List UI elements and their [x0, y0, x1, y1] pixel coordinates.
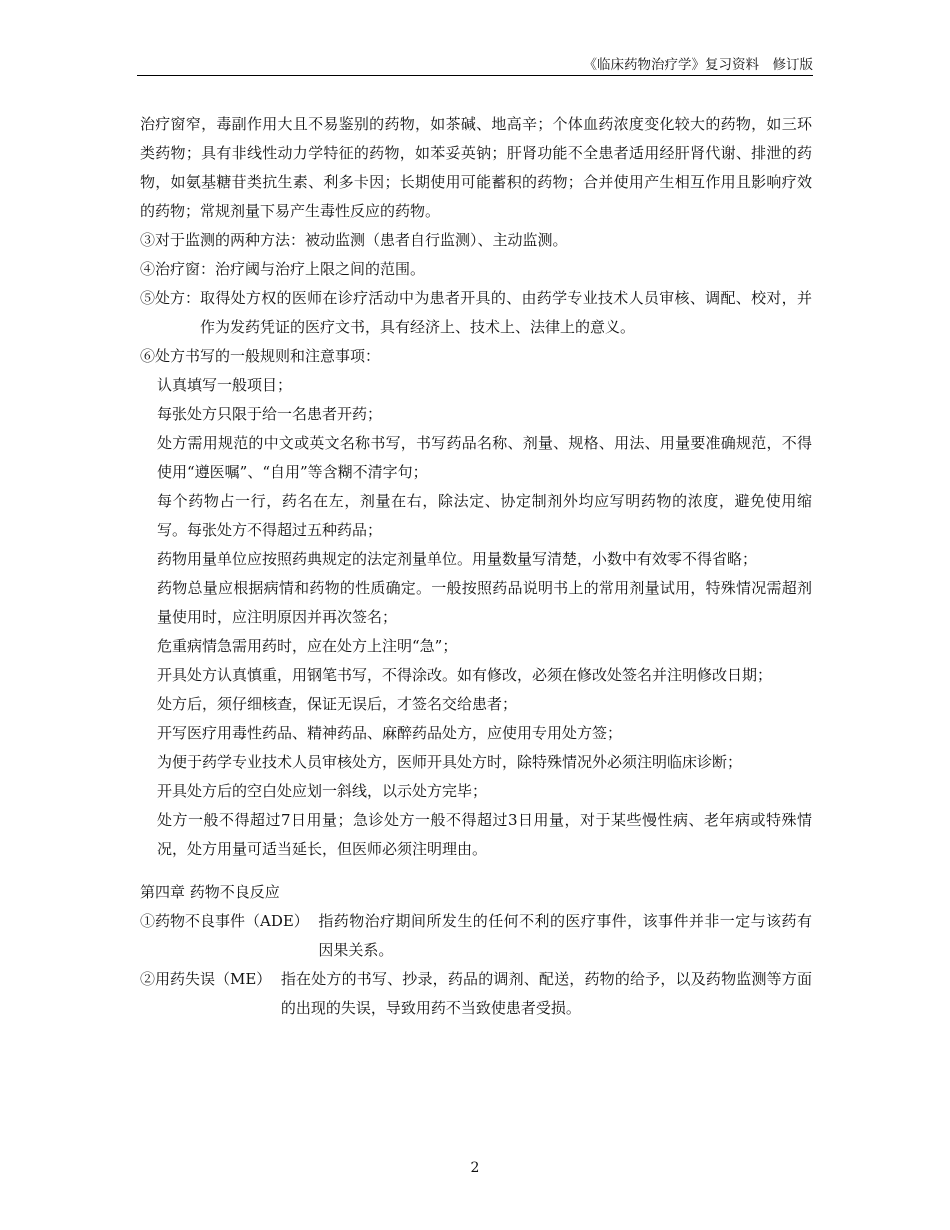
intro-paragraph: 治疗窗窄，毒副作用大且不易鉴别的药物，如茶碱、地高辛；个体血药浓度变化较大的药物，如三环类药物；具有非线性动力学特征的药物，如苯妥英钠；肝肾功能不全患者适用经肝肾代谢、排泄的药物，如氨基糖苷类抗生素、利多卡因；长期使用可能蓄积的药物；合并使用产生相互作用且影响疗效的药物；常规剂量下易产生毒性反应的药物。 — [140, 115, 812, 220]
item-monitoring-methods: ③对于监测的两种方法：被动监测（患者自行监测）、主动监测。 — [140, 231, 568, 249]
rule-item: 处方后，须仔细核查，保证无误后，才签名交给患者； — [157, 695, 518, 713]
rules-list — [140, 371, 812, 864]
item-medication-error — [140, 965, 812, 1023]
chapter-title: 第四章 药物不良反应 — [140, 883, 280, 901]
item-therapeutic-window: ④治疗窗：治疗阈与治疗上限之间的范围。 — [140, 260, 426, 278]
rule-item: 开具处方后的空白处应划一斜线，以示处方完毕； — [157, 782, 488, 800]
rule-item: 每个药物占一行，药名在左，剂量在右，除法定、协定制剂外均应写明药物的浓度，避免使用缩写。每张处方不得超过五种药品； — [157, 492, 812, 539]
page-number: 2 — [470, 1160, 480, 1176]
item-prescription-rules-title: ⑥处方书写的一般规则和注意事项： — [140, 347, 381, 365]
rule-item: 开写医疗用毒性药品、精神药品、麻醉药品处方，应使用专用处方签； — [157, 724, 623, 742]
item-label: ①药物不良事件（ADE） — [140, 912, 319, 930]
rule-item: 药物用量单位应按照药典规定的法定剂量单位。用量数量写清楚，小数中有效零不得省略； — [157, 550, 758, 568]
rule-item: 危重病情急需用药时，应在处方上注明“急”； — [157, 637, 458, 655]
header-divider — [137, 75, 813, 76]
rule-item: 开具处方认真慎重，用钢笔书写，不得涂改。如有修改，必须在修改处签名并注明修改日期； — [157, 666, 773, 684]
document-body — [140, 110, 812, 1023]
rule-item: 处方一般不得超过7日用量；急诊处方一般不得超过3日用量，对于某些慢性病、老年病或特殊情况，处方用量可适当延长，但医师必须注明理由。 — [157, 811, 812, 858]
item-body: 取得处方权的医师在诊疗活动中为患者开具的、由药学专业技术人员审核、调配、校对，并作为发药凭证的医疗文书，具有经济上、技术上、法律上的意义。 — [200, 289, 812, 336]
item-prescription-definition — [140, 284, 812, 342]
rule-item: 处方需用规范的中文或英文名称书写，书写药品名称、剂量、规格、用法、用量要准确规范，不得使用“遵医嘱”、“自用”等含糊不清字句； — [157, 434, 812, 481]
rule-item: 认真填写一般项目； — [157, 376, 293, 394]
item-adverse-event — [140, 907, 812, 965]
item-body: 指在处方的书写、抄录，药品的调剂、配送，药物的给予，以及药物监测等方面的出现的失误，导致用药不当致使患者受损。 — [280, 970, 812, 1017]
section-gap — [140, 864, 812, 878]
rule-item: 药物总量应根据病情和药物的性质确定。一般按照药品说明书上的常用剂量试用，特殊情况需超剂量使用时，应注明原因并再次签名； — [157, 579, 812, 626]
item-label: ②用药失误（ME） — [140, 970, 281, 988]
item-label: ⑤处方： — [140, 289, 201, 307]
rule-item: 为便于药学专业技术人员审核处方，医师开具处方时，除特殊情况外必须注明临床诊断； — [157, 753, 743, 771]
rule-item: 每张处方只限于给一名患者开药； — [157, 405, 383, 423]
page-header: 《临床药物治疗学》复习资料 修订版 — [583, 57, 813, 73]
item-body: 指药物治疗期间所发生的任何不利的医疗事件，该事件并非一定与该药有因果关系。 — [318, 912, 812, 959]
